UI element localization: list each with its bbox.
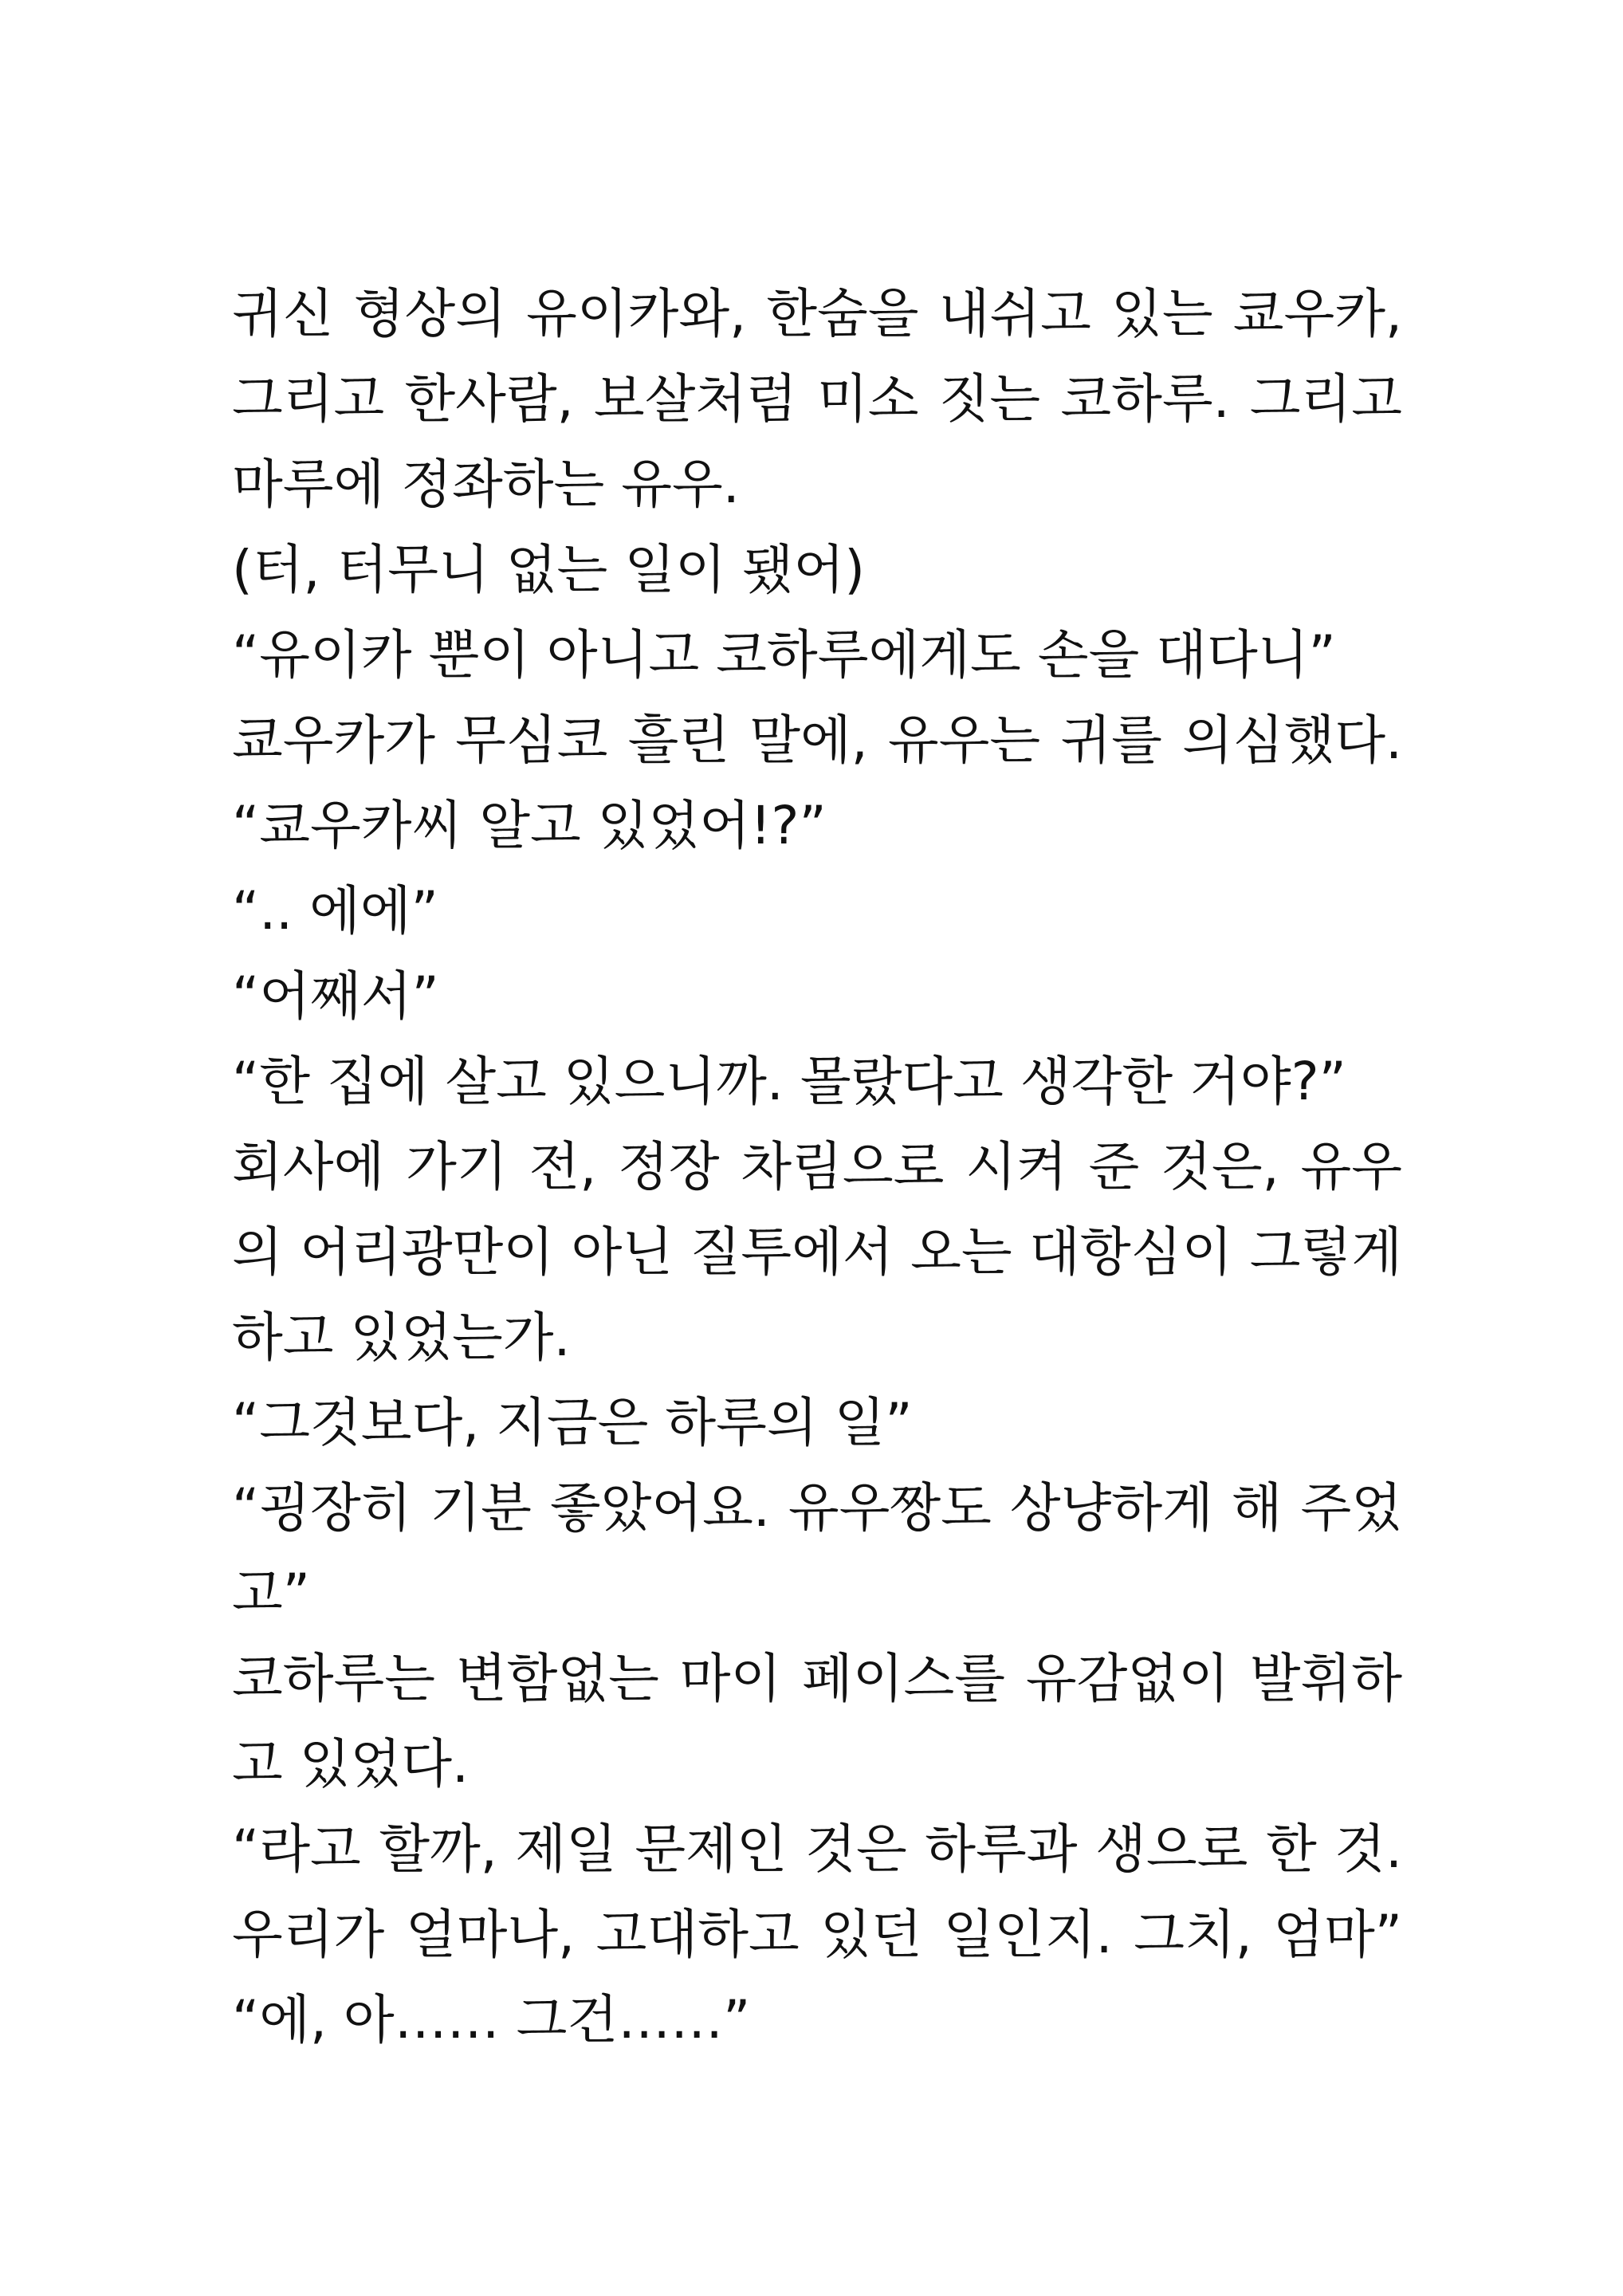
text-line: 고” [232, 1563, 310, 1624]
text-line: “유이카 뿐이 아니고 코하루에게도 손을 대다니” [232, 624, 1336, 686]
text-line: 의 어리광만이 아닌 질투에서 오는 대항심이 그렇게 [232, 1221, 1402, 1283]
text-line: 마루에 정좌하는 유우. [232, 454, 740, 515]
text-line: “굉장히 기분 좋았어요. 유우짱도 상냥하게 해 주었 [232, 1477, 1402, 1539]
text-line: (터, 터무니 없는 일이 됐어) [232, 539, 865, 600]
text-line: 코하루는 변함없는 마이 페이스를 유감없이 발휘하 [232, 1648, 1402, 1709]
text-line: “한 집에 살고 있으니까. 몰랐다고 생각한 거야?” [232, 1051, 1346, 1112]
text-line: 고 있었다. [232, 1733, 469, 1795]
text-line: 귀신 형상의 유이카와, 한숨을 내쉬고 있는 쿄우카, [232, 283, 1402, 344]
text-line: 그리고 한사람, 보살처럼 미소 짓는 코하루. 그리고 [232, 368, 1402, 430]
text-line: “어째서” [232, 965, 439, 1027]
text-line: 쿄우카가 무심코 흘린 말에, 유우는 귀를 의심했다. [232, 710, 1402, 771]
text-line: 우리가 얼마나, 고대하고 있던 일인지. 그치, 엄마” [232, 1904, 1402, 1965]
text-line: “쿄우카씨 알고 있었어!?” [232, 795, 827, 856]
text-line: “.. 에에” [232, 880, 438, 942]
text-line: 하고 있었는가. [232, 1307, 571, 1368]
text-line: “라고 할까, 제일 문제인 것은 하루과 생으로 한 것. [232, 1818, 1402, 1880]
body-text [232, 271, 1402, 2062]
text-line: “그것보다, 지금은 하루의 일” [232, 1392, 913, 1453]
text-line: “에, 아…… 그건……” [232, 1989, 751, 2050]
text-line: 회사에 가기 전, 정장 차림으로 시켜 준 것은, 유우 [232, 1136, 1402, 1197]
